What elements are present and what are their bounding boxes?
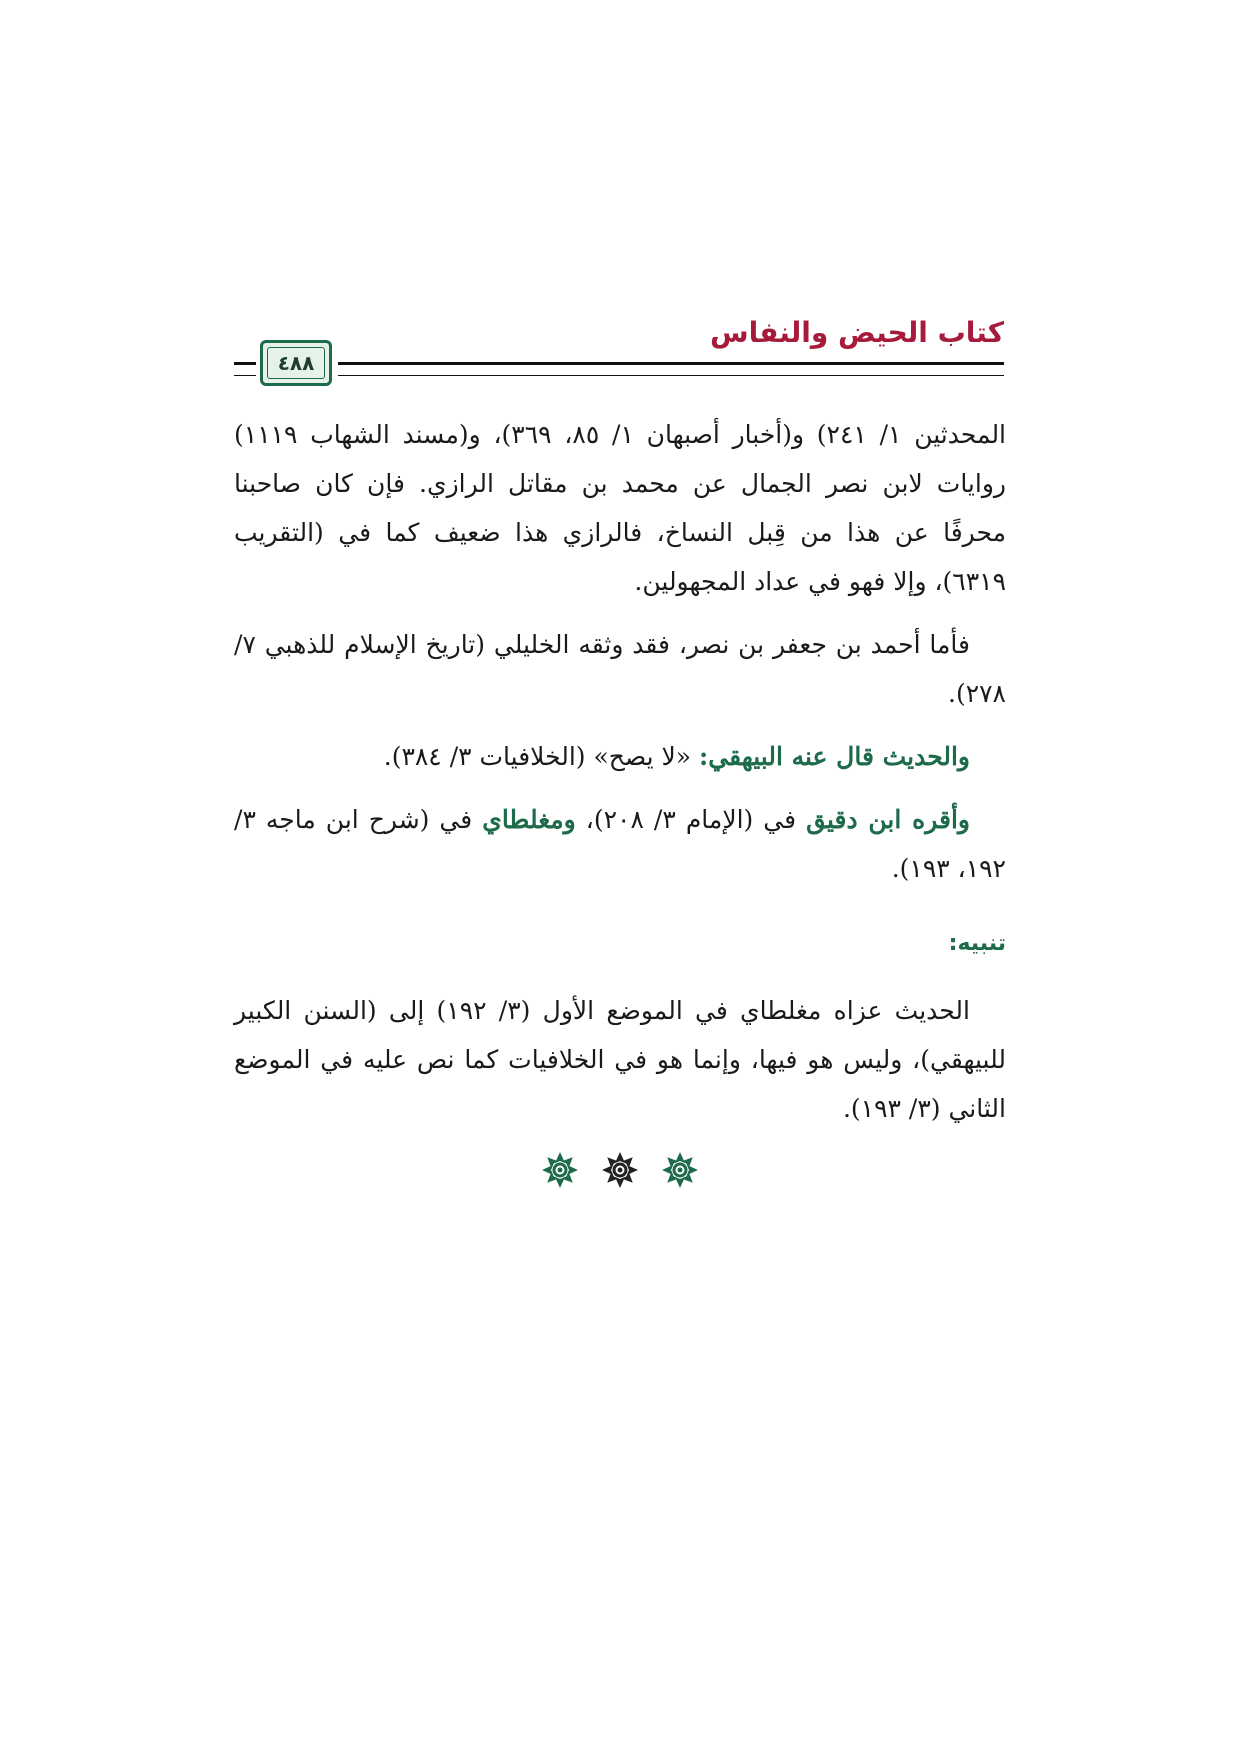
page-header <box>234 316 1004 388</box>
page-body <box>234 410 1006 1133</box>
text-segment: فأما أحمد بن جعفر بن نصر، فقد وثقه الخليلي (تاريخ الإسلام للذهبي ٧/ ٢٧٨). <box>234 630 1006 708</box>
text-segment: في (الإمام ٣/ ٢٠٨)، <box>575 805 807 834</box>
header-rule <box>338 362 1004 376</box>
section-end-ornaments <box>0 1150 1240 1200</box>
paragraph-2 <box>234 620 1006 718</box>
paragraph-1 <box>234 410 1006 606</box>
note-heading: تنبيه: <box>948 931 1006 956</box>
green-flower-icon <box>660 1150 700 1190</box>
text-segment: المحدثين ١/ ٢٤١) و(أخبار أصبهان ١/ ٨٥، ٣٦٩)، و(مسند الشهاب ١١١٩) روايات لابن نصر الجمال عن محمد بن مقاتل الرازي. فإن كان صاحبنا محرفًا عن هذا من قِبل النساخ، فالرازي هذا ضعيف كما في (التقريب ٦٣١٩)، وإلا فهو في عداد المجهولين. <box>234 420 1007 596</box>
page-number-frame <box>260 340 332 386</box>
book-title: كتاب الحيض والنفاس <box>709 316 1004 349</box>
black-flower-icon <box>600 1150 640 1190</box>
text-segment: «لا يصح» (الخلافيات ٣/ ٣٨٤). <box>383 742 699 771</box>
note-paragraph: الحديث عزاه مغلطاي في الموضع الأول (٣/ ١٩٢) إلى (السنن الكبير للبيهقي)، وليس هو فيها، وإنما هو في الخلافيات كما نص عليه في الموضع الثاني (٣/ ١٩٣). <box>234 996 1006 1123</box>
paragraph-4 <box>234 795 1006 893</box>
page-number: ٤٨٨ <box>277 351 315 375</box>
highlighted-phrase: وأقره ابن دقيق <box>806 805 970 834</box>
text-segment: في (شرح ابن ماجه ٣/ ١٩٢، ١٩٣). <box>234 805 1006 883</box>
header-rule-left <box>234 362 256 376</box>
highlighted-phrase: والحديث قال عنه البيهقي: <box>699 742 970 771</box>
highlighted-phrase: ومغلطاي <box>482 805 576 834</box>
green-flower-icon <box>540 1150 580 1190</box>
paragraph-3 <box>234 732 1006 781</box>
